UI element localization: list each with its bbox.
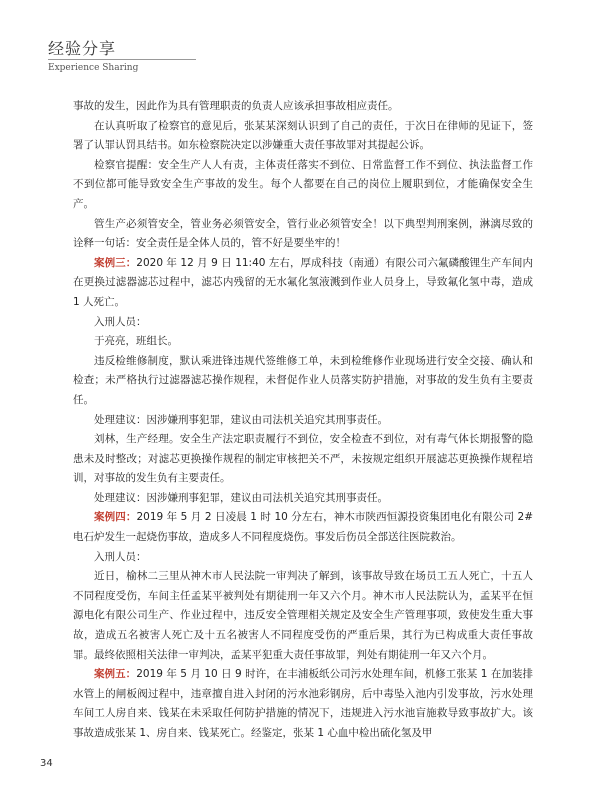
case-label: 案例三：: [94, 256, 137, 269]
paragraph: [73, 411, 533, 431]
paragraph: [73, 567, 533, 665]
paragraph-text: 刘林，生产经理。安全生产法定职责履行不到位，安全检查不到位，对有毒气体长期报警的隐患未及时整改；对滤芯更换操作规程的制定审核把关不严，未按规定组织开展滤芯更换操作规程培训，对事故的发生负有主要责任。: [73, 433, 533, 485]
paragraph-text: 管生产必须管安全，管业务必须管安全，管行业必须管安全！以下典型判刑案例，淋漓尽致的诠释一句话：安全责任是全体人员的，管不好是要坐牢的！: [73, 217, 533, 250]
paragraph-text: 处理建议：因涉嫌刑事犯罪，建议由司法机关追究其刑事责任。: [94, 413, 388, 426]
case-paragraph: [73, 665, 533, 743]
paragraph-text: 处理建议：因涉嫌刑事犯罪，建议由司法机关追究其刑事责任。: [94, 491, 388, 504]
paragraph: [73, 156, 533, 215]
paragraph-text: 检察官提醒：安全生产人人有责，主体责任落实不到位、日常监督工作不到位、执法监督工作不到位都可能导致安全生产事故的发生。每个人都要在自己的岗位上履职到位，才能确保安全生产。: [73, 158, 533, 210]
paragraph: [73, 489, 533, 509]
paragraph-text: 2019 年 5 月 10 日 9 时许，在丰浦板纸公司污水处理车间，机修工张某 1 在加装排水管上的闸板阀过程中，违章擅自进入封闭的污水池彩钢房，后中毒坠入池内引发事故，污水处理车间工人房自来、钱某在未采取任何防护措施的情况下，违规进入污水池盲施救导致事故扩大。该事故造成张某 1、房自来、钱某死亡。经鉴定，张某 1 心血中检出硫化氢及甲: [73, 668, 533, 739]
case-label: 案例四：: [94, 511, 137, 524]
paragraph: [73, 548, 533, 568]
paragraph: [73, 313, 533, 333]
article-body: [73, 97, 533, 744]
paragraph-text: 2019 年 5 月 2 日凌晨 1 时 10 分左右，神木市陕西恒源投资集团电化有限公司 2# 电石炉发生一起烧伤事故，造成多人不同程度烧伤。事发后伤员全部送往医院救治。: [73, 511, 534, 544]
case-paragraph: [73, 508, 533, 547]
page-header: [48, 36, 208, 59]
paragraph-text: 在认真听取了检察官的意见后，张某某深刻认识到了自己的责任，于次日在律师的见证下，签署了认罪认罚具结书。如东检察院决定以涉嫌重大责任事故罪对其提起公诉。: [73, 119, 533, 152]
paragraph: [73, 117, 533, 156]
case-label: 案例五：: [94, 668, 137, 681]
paragraph-text: 违反检维修制度，默认乘进锋违规代签维修工单，未到检维修作业现场进行安全交接、确认和检查；未严格执行过滤器滤芯操作规程，未督促作业人员落实防护措施，对事故的发生负有主要责任。: [73, 354, 533, 406]
paragraph-text: 于亮亮，班组长。: [94, 335, 178, 348]
paragraph-text: 近日，榆林二三里从神木市人民法院一审判决了解到，该事故导致在场员工五人死亡，十五人不同程度受伤，车间主任孟某平被判处有期徒刑一年又六个月。神木市人民法院认为，孟某平在恒源电化有限公司生产、作业过程中，违反安全管理相关规定及安全生产管理事项，致使发生重大事故，造成五名被害人死亡及十五名被害人不同程度受伤的严重后果，其行为已构成重大责任事故罪。最终依照相关法律一审判决，孟某平犯重大责任事故罪，判处有期徒刑一年又六个月。: [73, 570, 533, 661]
paragraph: [73, 97, 533, 117]
paragraph-text: 入刑人员：: [94, 550, 147, 563]
paragraph: [73, 332, 533, 352]
case-paragraph: [73, 254, 533, 313]
paragraph-text: 事故的发生，因此作为具有管理职责的负责人应该承担事故相应责任。: [73, 100, 399, 112]
section-title: 经验分享: [48, 39, 117, 58]
page-number: 34: [40, 758, 53, 769]
paragraph-text: 入刑人员：: [94, 315, 147, 328]
paragraph-text: 2020 年 12 月 9 日 11:40 左右，厚成科技（南通）有限公司六氟磷酸锂生产车间内在更换过滤器滤芯过程中，滤芯内残留的无水氟化氢液溅到作业人员身上，导致氟化氢中毒，造成 1 人死亡。: [73, 256, 534, 308]
section-subtitle: Experience Sharing: [48, 63, 139, 73]
paragraph: [73, 215, 533, 254]
paragraph: [73, 352, 533, 411]
paragraph: [73, 430, 533, 489]
header-divider: [48, 59, 196, 60]
